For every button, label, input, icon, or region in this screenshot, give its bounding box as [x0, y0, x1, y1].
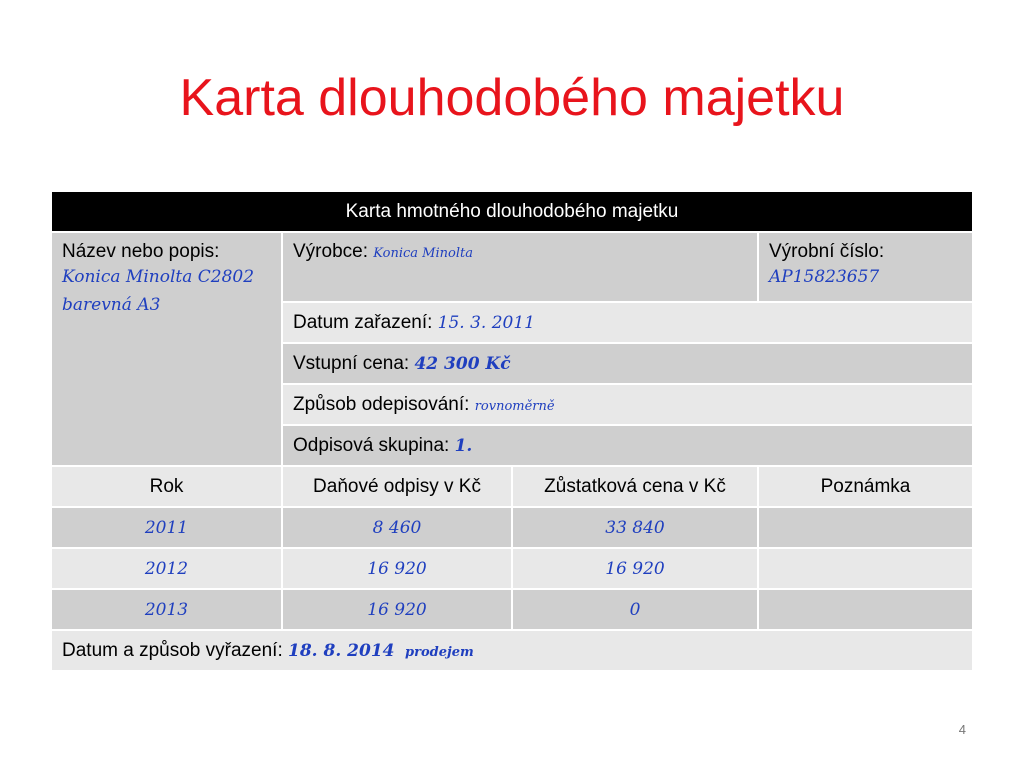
price-label: Vstupní cena:	[293, 352, 415, 374]
disposal-row	[51, 630, 973, 671]
column-header-tax: Daňové odpisy v Kč	[282, 466, 512, 507]
price-cell	[282, 343, 973, 384]
maker-label: Výrobce:	[293, 241, 374, 262]
disposal-label: Datum a způsob vyřazení:	[62, 639, 288, 661]
name-cell	[51, 232, 282, 466]
tax-cell: 8 460	[282, 507, 512, 548]
serial-label: Výrobní číslo:	[769, 241, 885, 262]
table-row	[51, 548, 973, 589]
disposal-method: prodejem	[405, 644, 474, 660]
columns-header-row	[51, 466, 973, 507]
year-cell: 2011	[51, 507, 282, 548]
maker-cell	[282, 232, 758, 302]
maker-value: Konica Minolta	[373, 246, 473, 261]
name-value: Konica Minolta C2802 barevná A3	[62, 267, 255, 315]
date-cell	[282, 302, 973, 343]
year-cell: 2012	[51, 548, 282, 589]
asset-card-table	[50, 190, 974, 672]
page-number: 4	[958, 722, 966, 737]
card-row-maker	[51, 232, 973, 302]
slide-title: Karta dlouhodobého majetku	[179, 69, 845, 127]
tax-cell: 16 920	[282, 589, 512, 630]
group-label: Odpisová skupina:	[293, 434, 455, 456]
card-header-row	[51, 191, 973, 232]
note-cell	[758, 548, 973, 589]
serial-cell	[758, 232, 973, 302]
name-label: Název nebo popis:	[62, 241, 220, 262]
date-value: 15. 3. 2011	[437, 312, 535, 333]
serial-value: AP15823657	[769, 267, 880, 287]
card-header: Karta hmotného dlouhodobého majetku	[51, 191, 973, 232]
note-cell	[758, 589, 973, 630]
method-label: Způsob odepisování:	[293, 393, 475, 415]
year-cell: 2013	[51, 589, 282, 630]
table-row	[51, 589, 973, 630]
table-row	[51, 507, 973, 548]
column-header-residual: Zůstatková cena v Kč	[512, 466, 758, 507]
tax-cell: 16 920	[282, 548, 512, 589]
group-cell	[282, 425, 973, 466]
note-cell	[758, 507, 973, 548]
group-value: 1.	[454, 435, 473, 456]
method-value: rovnoměrně	[474, 398, 555, 414]
residual-cell: 0	[512, 589, 758, 630]
method-cell	[282, 384, 973, 425]
date-label: Datum zařazení:	[293, 311, 438, 333]
disposal-cell	[51, 630, 973, 671]
disposal-date: 18. 8. 2014	[288, 640, 395, 661]
price-value: 42 300 Kč	[414, 353, 511, 374]
residual-cell: 16 920	[512, 548, 758, 589]
column-header-year: Rok	[51, 466, 282, 507]
column-header-note: Poznámka	[758, 466, 973, 507]
residual-cell: 33 840	[512, 507, 758, 548]
